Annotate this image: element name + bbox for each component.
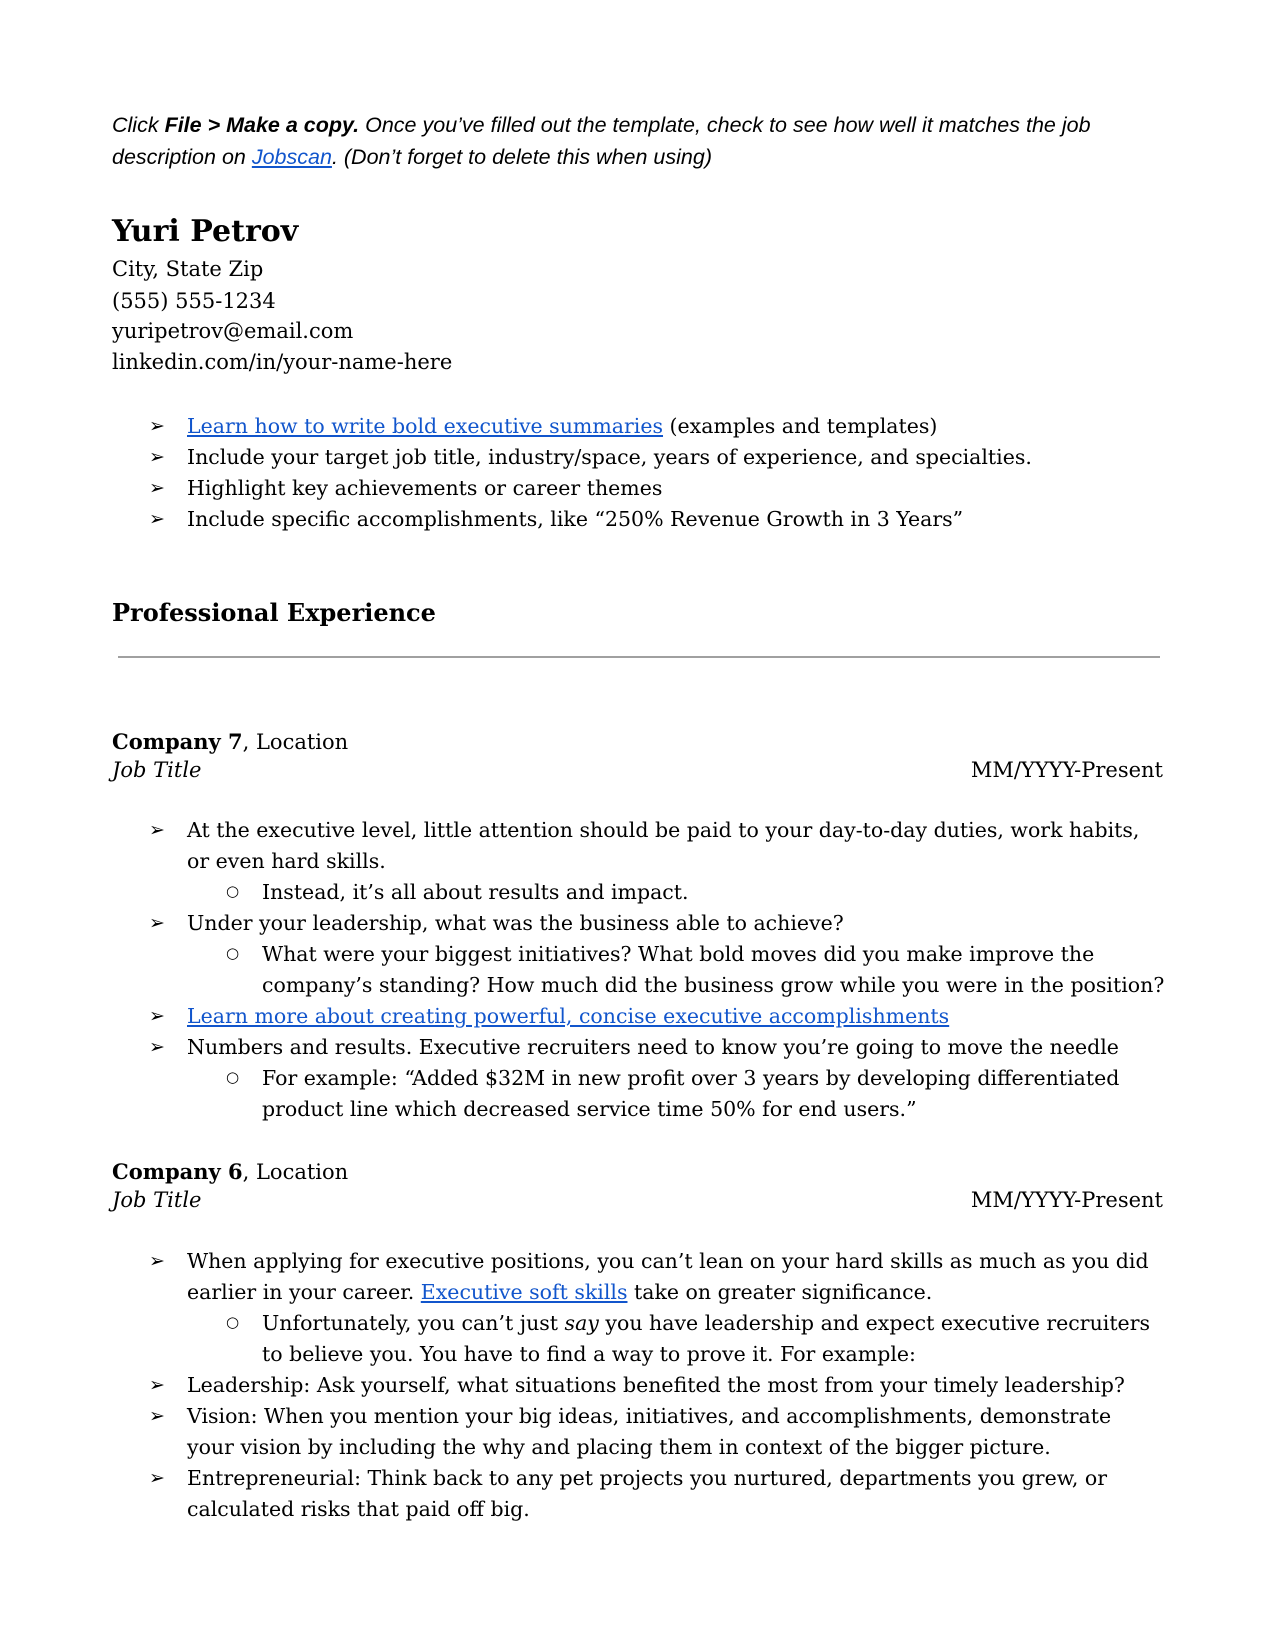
job6-title: Job Title <box>112 1188 202 1212</box>
contact-email: yuripetrov@email.com <box>112 319 354 343</box>
job7-bullet-text: Under your leadership, what was the business able to achieve? <box>187 911 844 935</box>
job6-bullet <box>149 1370 1157 1401</box>
section-divider <box>118 656 1160 658</box>
job7-bullet <box>149 815 1157 877</box>
job6-bullet-text: Vision: When you mention your big ideas, initiatives, and accomplishments, demonstrate your vision by including the why and placing them in context of the bigger picture. <box>187 1404 1112 1459</box>
contact-linkedin: linkedin.com/in/your-name-here <box>112 350 453 374</box>
job6-location: , Location <box>242 1160 349 1184</box>
arrow-bullet-icon: ➢ <box>149 819 165 841</box>
arrow-bullet-icon: ➢ <box>149 1467 165 1489</box>
instruction-click: Click <box>112 113 165 137</box>
job7-location: , Location <box>242 730 349 754</box>
summary-item-text: Include your target job title, industry/space, years of experience, and specialties. <box>187 445 1032 469</box>
job6-bullet <box>149 1463 1157 1525</box>
job7-bullet <box>149 1001 1157 1032</box>
job6-bullet-text: Leadership: Ask yourself, what situations benefited the most from your timely leadership? <box>187 1373 1125 1397</box>
instruction-text-end: . (Don’t forget to delete this when using) <box>331 145 712 169</box>
contact-phone: (555) 555-1234 <box>112 289 276 313</box>
arrow-bullet-icon: ➢ <box>149 477 165 499</box>
executive-soft-skills-link[interactable]: Executive soft skills <box>420 1280 628 1304</box>
summary-item <box>149 473 1157 504</box>
job6-bullet <box>149 1401 1157 1463</box>
executive-summaries-link[interactable]: Learn how to write bold executive summaries <box>187 414 664 438</box>
executive-accomplishments-link[interactable]: Learn more about creating powerful, concise executive accomplishments <box>187 1004 950 1028</box>
arrow-bullet-icon: ➢ <box>149 508 165 530</box>
summary-item <box>149 442 1157 473</box>
job7-bullet <box>149 1032 1157 1063</box>
arrow-bullet-icon: ➢ <box>149 446 165 468</box>
job7-sub-bullet <box>226 877 1167 908</box>
arrow-bullet-icon: ➢ <box>149 1005 165 1027</box>
arrow-bullet-icon: ➢ <box>149 1405 165 1427</box>
summary-item-text: (examples and templates) <box>663 414 938 438</box>
job6-company-name: Company 6 <box>112 1159 243 1184</box>
instruction-file-menu: File > Make a copy. <box>164 113 360 137</box>
circle-bullet-icon: ○ <box>226 1313 240 1331</box>
job7-company <box>112 727 348 757</box>
arrow-bullet-icon: ➢ <box>149 912 165 934</box>
contact-city: City, State Zip <box>112 257 264 281</box>
circle-bullet-icon: ○ <box>226 944 240 962</box>
summary-item-text: Highlight key achievements or career themes <box>187 476 663 500</box>
job6-bullet-text: take on greater significance. <box>627 1280 933 1304</box>
job7-bullet-text: Numbers and results. Executive recruiters need to know you’re going to move the needle <box>187 1035 1119 1059</box>
arrow-bullet-icon: ➢ <box>149 1036 165 1058</box>
job7-title: Job Title <box>112 758 202 782</box>
job7-bullet <box>149 908 1157 939</box>
job6-sub-bullet-emphasis: say <box>564 1311 599 1335</box>
circle-bullet-icon: ○ <box>226 1068 240 1086</box>
summary-item-text: Include specific accomplishments, like “250% Revenue Growth in 3 Years” <box>187 507 964 531</box>
instruction-text: Once you’ve filled out the template, check to see how well it matches the job description on <box>112 113 1091 169</box>
arrow-bullet-icon: ➢ <box>149 1374 165 1396</box>
job6-bullet-text: When applying for executive positions, you can’t lean on your hard skills as much as you did earlier in your career. <box>187 1249 1149 1304</box>
job7-sub-bullet-text: For example: “Added $32M in new profit over 3 years by developing differentiated product line which decreased service time 50% for end users.” <box>262 1066 1120 1121</box>
summary-item <box>149 504 1157 535</box>
job6-bullet-text: Entrepreneurial: Think back to any pet projects you nurtured, departments you grew, or calculated risks that paid off big. <box>187 1466 1108 1521</box>
jobscan-link[interactable]: Jobscan <box>251 145 332 169</box>
candidate-name: Yuri Petrov <box>112 214 299 249</box>
job6-sub-bullet <box>226 1308 1167 1370</box>
job7-company-name: Company 7 <box>112 729 243 754</box>
summary-item <box>149 411 1157 442</box>
job6-sub-bullet-text: Unfortunately, you can’t just <box>262 1311 565 1335</box>
job7-sub-bullet-text: What were your biggest initiatives? What bold moves did you make improve the company’s standing? How much did the business grow while you were in the position? <box>262 942 1165 997</box>
job7-sub-bullet-text: Instead, it’s all about results and impact. <box>262 880 689 904</box>
job7-sub-bullet <box>226 1063 1167 1125</box>
arrow-bullet-icon: ➢ <box>149 1250 165 1272</box>
section-title-experience: Professional Experience <box>112 598 436 627</box>
circle-bullet-icon: ○ <box>226 882 240 900</box>
job7-bullet-text: At the executive level, little attention should be paid to your day-to-day duties, work habits, or even hard skills. <box>187 818 1140 873</box>
job6-dates: MM/YYYY-Present <box>970 1188 1163 1212</box>
job6-bullet <box>149 1246 1157 1308</box>
job7-sub-bullet <box>226 939 1167 1001</box>
job7-dates: MM/YYYY-Present <box>970 758 1163 782</box>
arrow-bullet-icon: ➢ <box>149 415 165 437</box>
job6-sub-bullet-text: you have leadership and expect executive recruiters to believe you. You have to find a way to prove it. For example: <box>262 1311 1151 1366</box>
job6-company <box>112 1157 348 1187</box>
template-instructions <box>112 109 1172 173</box>
